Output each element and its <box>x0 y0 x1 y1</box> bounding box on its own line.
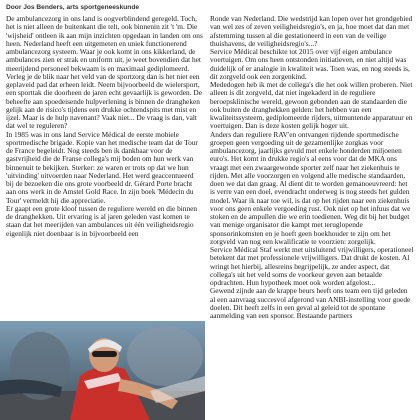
right-paragraph-4: Anders dan reguliere RAV'en ontvangen rijdende sportmedische groepen geen vergoeding uit de gezamenlijke zorgkas voor ambulancezorg, jaarlijks gevuld met enkele honderden miljoenen euro's. Het komt in drukke regio's al eens voor dat de MKA ons vraagt met een zwaargewonde sporter zelf naar het ziekenhuis te rijden. Met alle voorzorgen en volgend alle medische standaarden, doen we dat dan graag. Al dient dit te worden gemanoeuvreerd: het is verre van een doel, evendracht onderweg is nog steeds het gulden model. Waar ik naar toe wil, is dat op het rijden naar een ziekenhuis voor ons geen enkele vergoeding rust. Ook niet op het infuus dat we stoken en de ampullen die we erin toedienen. Weg dit bij het budget van menige organisator die kampt met teruglopende sponsorinkomsten en je hoeft geen boekhouder te zijn om het zorgveld van nog een kwalificatie te voorzien: zorgelijk. <box>210 129 411 246</box>
right-paragraph-1: Ronde van Nederland. Die wedstrijd kan lopen over het grondgebied van wel zes of zeven veiligheidsregio's, en ja, hoe moet dat dan met afstemming tussen al die gestationeerd in een van de veilige thuishavens, de veiligheidsregio's...? <box>210 14 413 48</box>
left-paragraph-4: Er gaapt een grote kloof tussen de reguliere wereld en die binnen de dranghekken. Uit ervaring is al jaren geleden vast komen te staan dat het meerijden van ambulances uit één veiligheidsregio eigenlijk niet doenbaar is in bijvoorbeeld een <box>6 203 198 238</box>
byline: Door Jos Benders, arts sportgeneeskunde <box>6 4 140 11</box>
right-paragraph-2: Service Médical beschikte tot 2015 over vijf eigen ambulance voertuigen. Om ons heen ontstonden initiatieven, en niet altijd was duidelijk of er analogie in kwaliteit was. Toen was, en nog steeds is, dit zorgveld ook een zorgenkind. <box>210 47 410 81</box>
left-column <box>6 15 203 238</box>
left-paragraph-1: De ambulancezorg in ons land is oogverblindend geregeld. Toch, het is niet alleen de buitenkant die telt, ook binnenin zit 't 'm. Die 'wijsheid' ontleen ik aan mijn inzichten opgedaan in landen om ons heen. Nederland heeft een uitgemeten en uniek functionerend ambulancezorg systeem. Waar je ook komt in ons kikkerland, de ambulances zien er strak en uniform uit, je weet bovendien dat het meerijdend personeel bekwaam is en maximaal gediplomeerd. <box>6 14 203 73</box>
right-paragraph-3: Mededogen heb ik met de collega's die het ook willen proberen. Niet alleen is dit zorgveld, dat niet ingekaderd in de reguliere beroepsklinische wereld, gewoon gebonden aan de standaarden die ook buiten de dranghekken gelden: het hebben van een kwaliteitssysteem, gediplomeerde rijders, uitmuntende apparatuur en voertuigen. Dan is deze kosten gelijk hoger uit. <box>210 80 413 131</box>
left-paragraph-2: Verleg je de blik naar het veld van de sportzorg dan is het niet een geplaveid pad dat erheen leidt. Neem bijvoorbeeld de wielersport, een sporttak die doorheen de jaren echt gevaarlijk is geworden. De beheefte aan spoedeisende hulpverlening is binnen de drangheken gelijk aan de risico's tijdens een drukke ochtendspits met mist en ijzel. Maar is de hulp navenant? Vaak niet... De vraag is dan, valt dat wel te reguleren? <box>6 71 202 131</box>
right-paragraph-6: Gewend zijnde aan de krappe beurs heeft ons team een tijd geleden al een aanvraag succesvol afgerond van ANBI-instelling voor goede doelen. Dit heeft zelfs in een geval al geleid tot de spontane aanmelding van een sponsor. Bestaande partners <box>210 286 411 320</box>
cyclist-photo-icon <box>0 321 205 420</box>
right-paragraph-5: Service Médical Staf werkt met uitsluitend vrijwilligers, operationeel betekent dat met professionele vrijwilligers. Dat drukt de kosten. Al wringt het hierbij, allesreins begrijpelijk, ze ander aspect, dat collega's uit het veld soms de voorkeur geven aan betaalde opdrachten. Hun hypotheek moet ook worden afgelost... <box>210 245 414 287</box>
left-paragraph-3: In 1985 was in ons land Service Médical de eerste mobiele sportmedische brigade. Kopie van het medische team dat de Tour de France begeleidt. Nog steeds ben ik dankbaar voor de gastvrijheid die de Franse collega's mij boden om hun werk van binnenuit te bekijken. Sterker: ze waren er trots op dat we hun 'uitvinding' uitvoerden naar Nederland. Het werd geaccentueerd bij de bezoeken die ons grote voorbeeld dr. Gérard Porte bracht aan ons werk in de Amstel Gold Race. In zijn boek 'Médecin du Tour' vermeldt hij die appreciatie. <box>6 129 198 205</box>
cyclist-photo <box>0 321 205 420</box>
right-column <box>210 15 414 320</box>
